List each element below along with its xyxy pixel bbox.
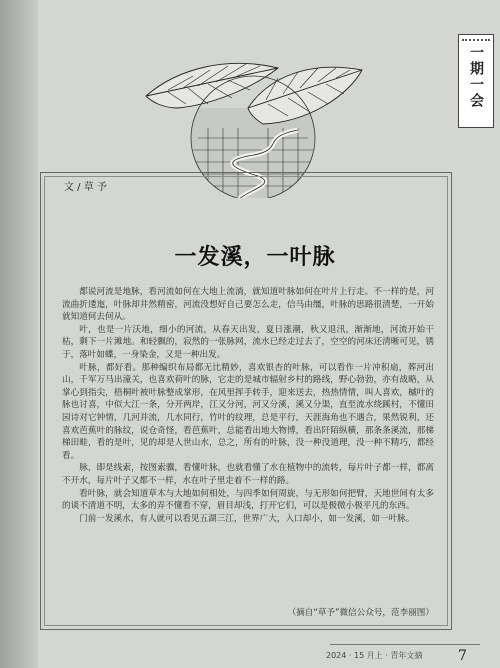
paragraph: 都说河流是地脉，看河流如何在大地上流淌，就知道叶脉如何在叶片上行走。不一样的是，河流曲折逶迤，叶脉却井然精密，河流没想好自己要怎么走，信马由缰，叶脉的思路很清楚，一开始就知道何去何从。 [62,287,434,323]
article-title: 一发溪，一叶脉 [174,244,336,270]
paragraph: 看叶脉，就会知道草木与大地如何相处，与四季如何周旋，与无形如何把臂，天地世间有太多的谈不清道不明，太多的弄不懂看不穿，眉目却浅，打开它们，可以是极微小极平凡的东西。 [62,488,434,512]
page-number: 7 [458,648,467,664]
column-tag [458,34,494,128]
source-attribution: （摘自“草予”微信公众号，范李丽图） [287,608,434,618]
author-byline: 文 / 草 予 [64,182,107,193]
paragraph: 脉，即是线索，按图索骥，看懂叶脉，也就看懂了水在植物中的流转，每片叶子都一样，都离不开水，每片叶子又都不一样，水在叶子里走着不一样的路。 [62,463,434,486]
paragraph: 叶脉，都好看。那种编织布局都无比精妙，喜欢银杏的叶脉，可以看作一片冲积扇，葬河出山，千军万马出潼关，也喜欢荷叶的脉，它走的是城市辐射乡村的路线，野心勃勃，亦有战略，从掌心到指尖，梧桐叶被叶脉整成掌形，在风里挥手转手，迎来送去，热热情情，叫人喜欢，槭叶的脉也讨喜，中似大江一条，分开两岸，江又分河，河又分溪，溪又分渠，直至流水绕蹊村，不懂田园诗对它钟情，几河并流，几水同行，竹叶的纹理，总是平行，天涯海角也不遇合，果然锐利，还喜欢芭蕉叶的脉纹，说仓奇怪，看芭蕉叶，总能看出地大物博，看出阡陌纵横，那条条溪流，那梯梯田畦，看的是叶，见的却是人世山水，总之，所有的叶脉，没一种没道理，没一种不精巧，都经看。 [62,362,434,461]
column-tag-text: 一期一会 [468,45,484,109]
footer-rule [330,644,480,645]
paragraph: 门前一发溪水，有人就可以看见五湖三江，世界广大，入口却小，如一发溪，如一叶脉。 [79,513,415,524]
paragraph: 叶，也是一片沃地，细小的河流，从春天出发，夏日涨潮，秋又退汛，渐渐地，河流开始干枯，剩下一片滩地。和轻飘的，寂然的一张脉网，流水已经走过去了，空空的河床还清晰可见，锈于，落叶如蝶，一身染金，又是一种出发。 [62,324,434,360]
article-body [62,286,434,525]
running-footer: 2024 · 15 月上 · 青年文摘 [326,651,423,660]
